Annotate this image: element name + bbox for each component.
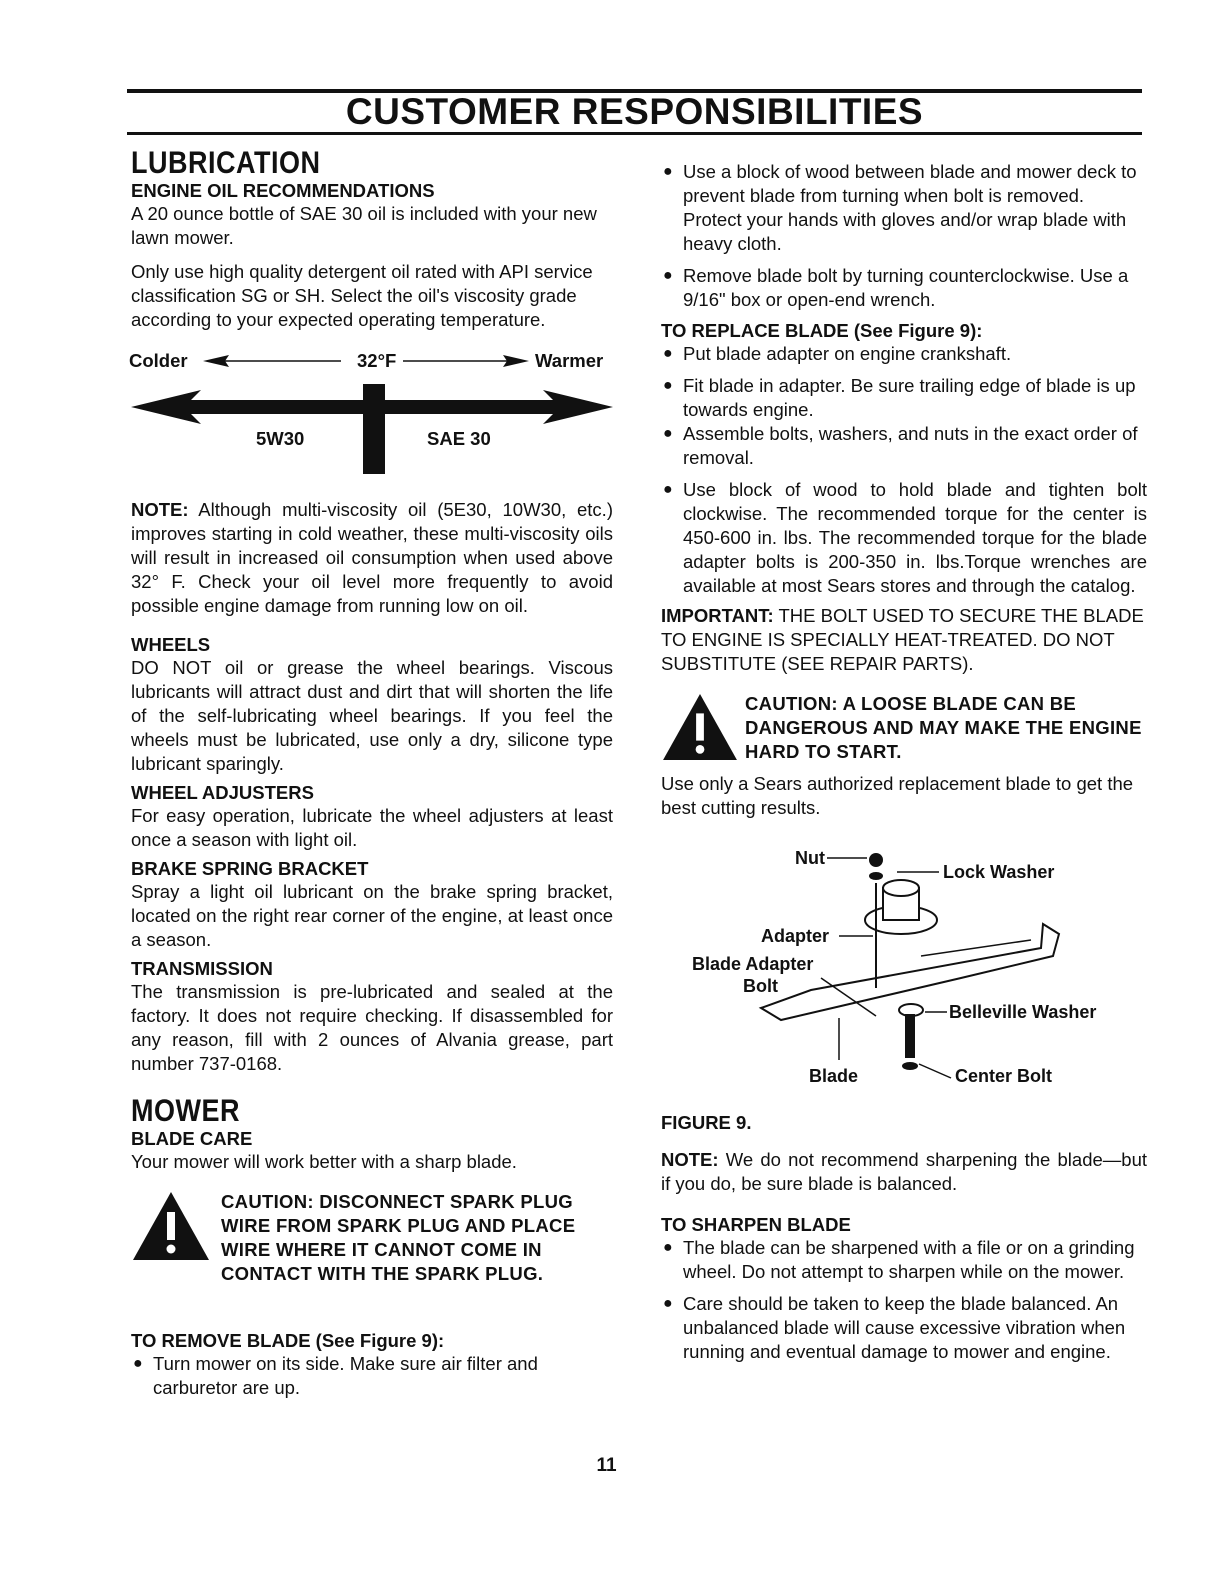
list-item: ● Assemble bolts, washers, and nuts in the exact order of removal. <box>663 423 1138 468</box>
sae30-label: SAE 30 <box>427 428 491 449</box>
right-column <box>661 160 1147 1364</box>
transmission-heading: TRANSMISSION <box>131 958 273 979</box>
remove-blade-list-left <box>131 1352 613 1400</box>
lubrication-title: LUBRICATION <box>131 145 321 180</box>
viscosity-arrows <box>131 344 613 484</box>
sears-blade-text: Use only a Sears authorized replacement blade to get the best cutting results. <box>661 773 1134 818</box>
list-item: ● Fit blade in adapter. Be sure trailing edge of blade is up towards engine. <box>663 375 1136 420</box>
temp-label: 32°F <box>357 350 397 371</box>
warning-icon <box>661 692 739 762</box>
caution-spark-plug-text: CAUTION: DISCONNECT SPARK PLUG WIRE FROM SPARK PLUG AND PLACE WIRE WHERE IT CANNOT COME IN CONTACT WITH THE SPARK PLUG. <box>221 1191 576 1284</box>
list-item: ● Turn mower on its side. Make sure air filter and carburetor are up. <box>133 1353 538 1398</box>
brake-text: Spray a light oil lubricant on the brake spring bracket, located on the right rear corner of the engine, at least once a season. <box>131 881 613 950</box>
blade-care-heading: BLADE CARE <box>131 1128 253 1149</box>
figure-caption: FIGURE 9. <box>661 1112 752 1133</box>
5w30-label: 5W30 <box>256 428 305 449</box>
header-rule-bottom <box>127 132 1142 135</box>
wheels-text: DO NOT oil or grease the wheel bearings. Viscous lubricants will attract dust and dirt that will shorten the life of the self-lubricating wheel bearings. If you feel the wheels must be lubricated, use only a dry, silicone type lubricant sparingly. <box>131 657 613 774</box>
page-title: CUSTOMER RESPONSIBILITIES <box>345 91 924 132</box>
transmission-text: The transmission is pre-lubricated and sealed at the factory. It does not require checking. If disassembled for any reason, fill with 2 ounces of Alvania grease, part number 737-0168. <box>131 981 613 1074</box>
center-bolt-label: Center Bolt <box>955 1066 1053 1086</box>
warmer-label: Warmer <box>535 350 604 371</box>
adapter-label: Adapter <box>761 926 830 946</box>
caution-loose-blade-text: CAUTION: A LOOSE BLADE CAN BE DANGEROUS AND MAY MAKE THE ENGINE HARD TO START. <box>745 693 1142 762</box>
viscosity-scale <box>131 344 613 484</box>
list-item: ● Remove blade bolt by turning counterclockwise. Use a 9/16" box or open-end wrench. <box>663 265 1129 310</box>
list-item: ● Use a block of wood between blade and mower deck to prevent blade from turning when bolt is removed. Protect your hands with gloves and/or wrap blade with heavy cloth. <box>663 161 1137 254</box>
blade-adapter-label: Blade Adapter <box>692 954 814 974</box>
bolt-label: Bolt <box>743 976 778 996</box>
oil-heading: ENGINE OIL RECOMMENDATIONS <box>131 180 435 201</box>
caution-loose-blade <box>661 692 1147 764</box>
wheels-heading: WHEELS <box>131 634 211 655</box>
left-column <box>129 145 613 1400</box>
sharpen-blade-heading: TO SHARPEN BLADE <box>661 1214 851 1235</box>
adjusters-text: For easy operation, lubricate the wheel adjusters at least once a season with light oil. <box>131 805 613 850</box>
adjusters-heading: WHEEL ADJUSTERS <box>131 782 314 803</box>
viscosity-note: NOTE: Although multi-viscosity oil (5E30, 10W30, etc.) improves starting in cold weather, these multi-viscosity oils will result in increased oil consumption when used above 32° F. Check your oil level more frequently to avoid possible engine damage from running low on oil. <box>131 499 613 616</box>
replace-blade-heading: TO REPLACE BLADE (See Figure 9): <box>661 320 983 341</box>
nut-label: Nut <box>795 848 825 868</box>
blade-care-text: Your mower will work better with a sharp blade. <box>131 1151 517 1172</box>
caution-spark-plug <box>131 1190 613 1286</box>
oil-paragraph-2: Only use high quality detergent oil rated with API service classification SG or SH. Select the oil's viscosity grade according to your expected operating temperature. <box>131 261 593 330</box>
sharpening-note: NOTE: We do not recommend sharpening the blade—but if you do, be sure blade is balanced. <box>661 1149 1147 1194</box>
lock-washer-label: Lock Washer <box>943 862 1055 882</box>
brake-heading: BRAKE SPRING BRACKET <box>131 858 369 879</box>
list-item: ● The blade can be sharpened with a file or on a grinding wheel. Do not attempt to sharpen while on the mower. <box>663 1237 1135 1282</box>
sharpen-blade-list <box>661 1236 1147 1364</box>
list-item: ● Put blade adapter on engine crankshaft. <box>663 343 1012 364</box>
page-number: 11 <box>596 1455 617 1476</box>
oil-paragraph-1: A 20 ounce bottle of SAE 30 oil is included with your new lawn mower. <box>131 203 597 248</box>
important-note: IMPORTANT: THE BOLT USED TO SECURE THE BLADE TO ENGINE IS SPECIALLY HEAT-TREATED. DO NOT SUBSTITUTE (SEE REPAIR PARTS). <box>661 605 1144 674</box>
replace-blade-list <box>661 342 1147 598</box>
list-item: ● Use block of wood to hold blade and tighten bolt clockwise. The recommended torque for the center is 450-600 in. lbs. The recommended torque for the blade adapter bolts is 200-350 in. lbs.Torque wrenches are available at most Sears stores and through the catalog. <box>663 479 1147 596</box>
blade-label: Blade <box>809 1066 859 1086</box>
remove-blade-list-right <box>661 160 1147 312</box>
remove-blade-heading: TO REMOVE BLADE (See Figure 9): <box>131 1330 445 1351</box>
list-item: ● Care should be taken to keep the blade balanced. An unbalanced blade will cause excessive vibration when running and eventual damage to mower and engine. <box>663 1293 1126 1362</box>
belleville-washer-label: Belleville Washer <box>949 1002 1097 1022</box>
mower-title: MOWER <box>131 1093 240 1128</box>
warning-icon <box>131 1190 211 1262</box>
figure-9 <box>661 838 1147 1108</box>
colder-label: Colder <box>129 350 188 371</box>
